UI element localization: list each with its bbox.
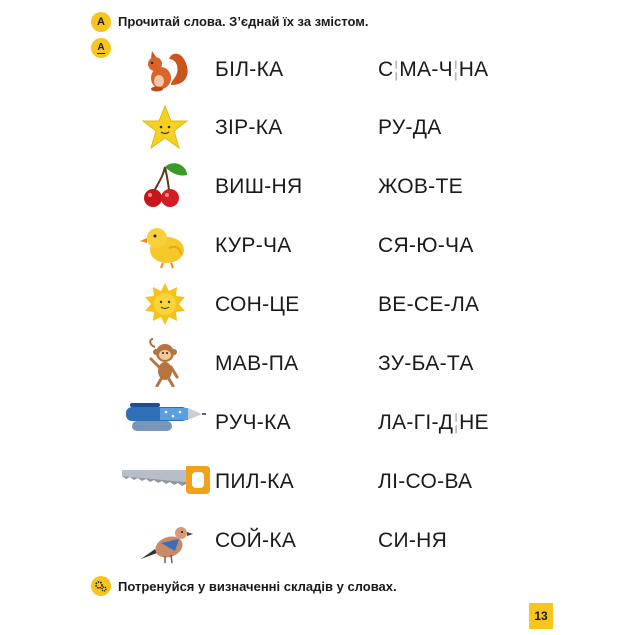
word-right-7 [378,411,489,435]
gear-icon [94,579,108,593]
word-right-3: ЖОВ-ТЕ [378,175,463,198]
page-number: 13 [529,603,553,629]
reading-icon-letter: А [97,41,105,53]
task-a-badge-letter: А [97,16,105,28]
word-right-8: ЛІ-СО-ВА [378,470,473,493]
word-left-3: ВИШ-НЯ [215,175,303,198]
word-right-1-part-3: НА [458,58,489,81]
syllable-divider: ¦ [393,58,400,81]
word-left-4: КУР-ЧА [215,234,292,257]
word-left-6: МАВ-ПА [215,352,299,375]
word-right-1-part-2: МА-Ч [399,58,453,81]
word-right-7-part-2: НЕ [459,411,489,434]
task-2-instruction: Потренуйся у визначенні складів у словах. [118,579,397,594]
word-left-8: ПИЛ-КА [215,470,295,493]
word-right-7-part-1: ЛА-ГІ-Д [378,411,454,434]
word-right-1 [378,58,488,82]
reading-icon [91,38,111,58]
word-left-7: РУЧ-КА [215,411,291,434]
word-right-6: ЗУ-БА-ТА [378,352,474,375]
word-right-2: РУ-ДА [378,116,442,139]
word-left-9: СОЙ-КА [215,529,297,552]
syllable-divider: ¦ [453,411,460,434]
task-1-instruction: Прочитай слова. З’єднай їх за змістом. [118,14,369,29]
word-right-9: СИ-НЯ [378,529,448,552]
word-left-5: СОН-ЦЕ [215,293,300,316]
word-right-1-part-1: С [378,58,394,81]
task-a-badge [91,12,111,32]
word-left-1: БІЛ-КА [215,58,284,81]
monkey-icon [135,337,195,387]
cherry-icon [135,161,195,211]
word-right-4: СЯ-Ю-ЧА [378,234,474,257]
syllable-divider: ¦ [452,58,459,81]
sun-icon [135,279,195,329]
star-icon [135,103,195,153]
jay-bird-icon [135,517,195,567]
pen-icon [120,397,210,437]
squirrel-icon [135,45,195,95]
word-left-2: ЗІР-КА [215,116,283,139]
saw-icon [120,462,210,498]
gears-icon [91,576,111,596]
word-right-5: ВЕ-СЕ-ЛА [378,293,480,316]
chick-icon [135,220,195,270]
